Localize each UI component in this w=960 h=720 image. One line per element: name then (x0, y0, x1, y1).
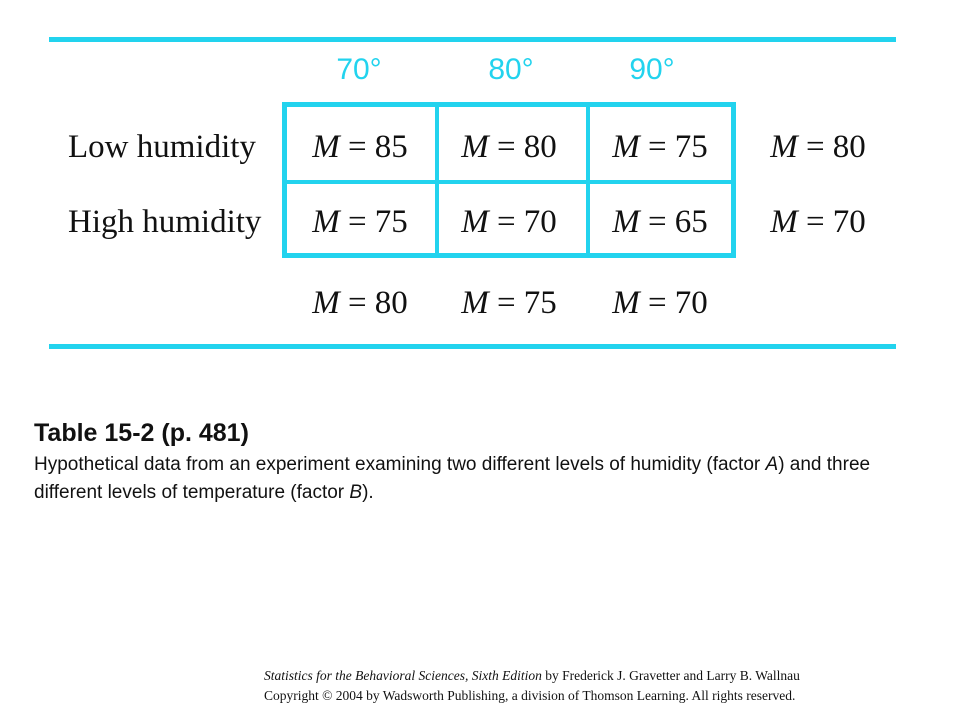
column-mean: M = 70 (612, 285, 708, 321)
row-mean: M = 70 (770, 204, 866, 240)
book-authors: by Frederick J. Gravetter and Larry B. Wallnau (541, 668, 800, 683)
credit-copyright-line: Copyright © 2004 by Wadsworth Publishing, a division of Thomson Learning. All rights reserved. (264, 688, 796, 703)
caption-title: Table 15-2 (p. 481) (34, 419, 249, 447)
cell-mean: M = 75 (312, 204, 408, 240)
top-rule (49, 37, 896, 42)
cell-mean: M = 80 (461, 129, 557, 165)
caption-description: Hypothetical data from an experiment examining two different levels of humidity (factor A) and three different levels of temperature (factor B). (34, 454, 871, 503)
column-header-80: 80° (488, 53, 534, 86)
cell-mean: M = 75 (612, 129, 708, 165)
credit-book-line (264, 666, 924, 686)
book-title: Statistics for the Behavioral Sciences, Sixth Edition (264, 668, 542, 683)
column-header-90: 90° (629, 53, 675, 86)
column-header-70: 70° (336, 53, 382, 86)
copyright-notice (264, 666, 924, 706)
row-label-high-humidity: High humidity (68, 204, 262, 240)
cell-mean: M = 70 (461, 204, 557, 240)
row-label-low-humidity: Low humidity (68, 129, 256, 165)
cell-mean: M = 85 (312, 129, 408, 165)
cell-mean: M = 65 (612, 204, 708, 240)
column-mean: M = 75 (461, 285, 557, 321)
table-caption (34, 415, 934, 507)
row-mean: M = 80 (770, 129, 866, 165)
bottom-rule (49, 344, 896, 349)
grid-divider (287, 180, 731, 184)
column-mean: M = 80 (312, 285, 408, 321)
